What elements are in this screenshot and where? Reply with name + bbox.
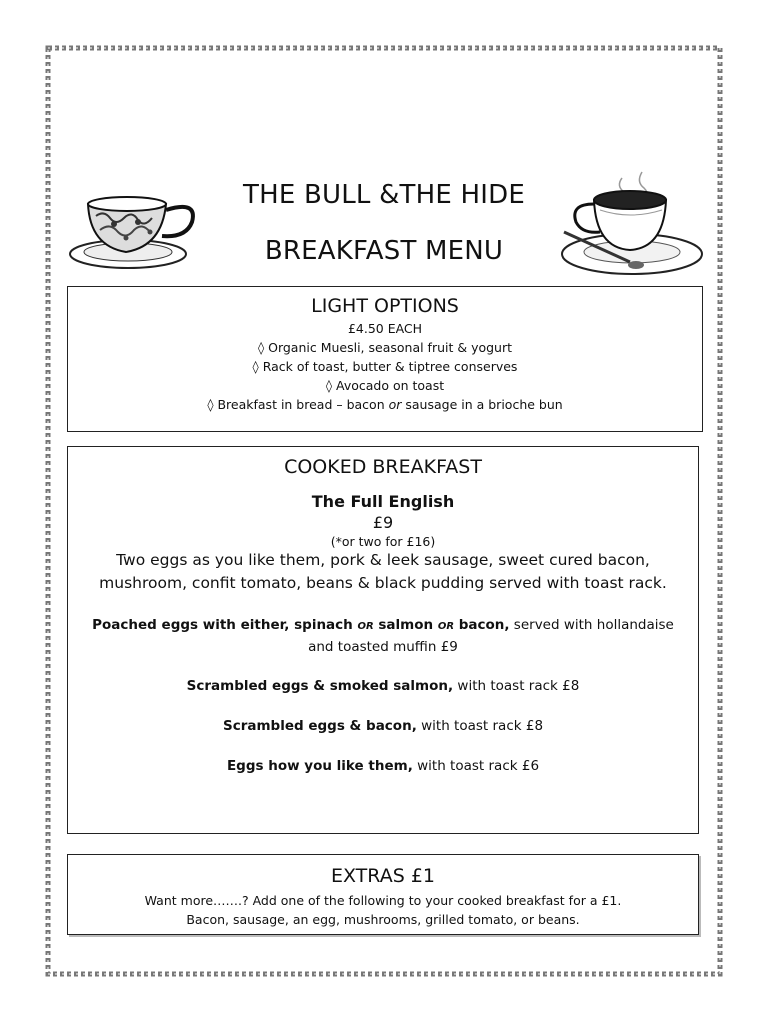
list-item: ◊ Rack of toast, butter & tiptree conserves <box>252 359 518 374</box>
dish-detail: with toast rack £6 <box>412 758 540 774</box>
cooked-breakfast-heading: COOKED BREAKFAST <box>284 456 482 478</box>
cooked-breakfast-section <box>67 446 699 834</box>
restaurant-name: THE BULL &THE HIDE <box>243 180 525 210</box>
full-english-note: (*or two for £16) <box>330 534 436 549</box>
dish-detail: served with hollandaise and toasted muffin £9 <box>308 617 674 655</box>
dish-scrambled-salmon <box>68 676 698 696</box>
light-options-heading: LIGHT OPTIONS <box>311 295 459 317</box>
or-word: OR <box>437 621 455 632</box>
dish-detail: with toast rack £8 <box>453 678 580 694</box>
list-item <box>68 395 702 414</box>
or-word: or <box>388 397 402 412</box>
extras-description: Want more…….? Add one of the following to your cooked breakfast for a £1. <box>144 893 622 908</box>
list-item: ◊ Organic Muesli, seasonal fruit & yogurt <box>257 340 513 355</box>
extras-heading: EXTRAS £1 <box>331 865 435 887</box>
extras-list: Bacon, sausage, an egg, mushrooms, grilled tomato, or beans. <box>186 912 580 927</box>
dish-name: Scrambled eggs & bacon, <box>222 718 417 734</box>
list-item: ◊ Avocado on toast <box>325 378 445 393</box>
dish-name: bacon, <box>454 617 510 633</box>
full-english-description: Two eggs as you like them, pork & leek sausage, sweet cured bacon, mushroom, confit tomato, beans & black pudding served with toast rack. <box>99 551 667 592</box>
dish-detail: with toast rack £8 <box>416 718 544 734</box>
dish-name: salmon <box>373 617 438 633</box>
dish-name: Eggs how you like them, <box>226 758 413 774</box>
full-english-title: The Full English <box>311 492 455 511</box>
light-options-section <box>67 286 703 432</box>
light-options-price: £4.50 EACH <box>347 321 423 336</box>
dish-poached-eggs <box>68 615 698 657</box>
dish-name: Scrambled eggs & smoked salmon, <box>186 678 454 694</box>
dish-eggs-how-you-like <box>68 756 698 776</box>
item-text: sausage in a brioche bun <box>401 397 563 412</box>
or-word: OR <box>357 621 374 632</box>
dish-name: Poached eggs with either, spinach <box>92 617 358 633</box>
dish-scrambled-bacon <box>68 716 698 736</box>
menu-title: BREAKFAST MENU <box>264 236 504 266</box>
extras-section <box>67 854 699 935</box>
full-english-price: £9 <box>372 513 394 532</box>
item-text: ◊ Breakfast in bread – bacon <box>207 397 389 412</box>
